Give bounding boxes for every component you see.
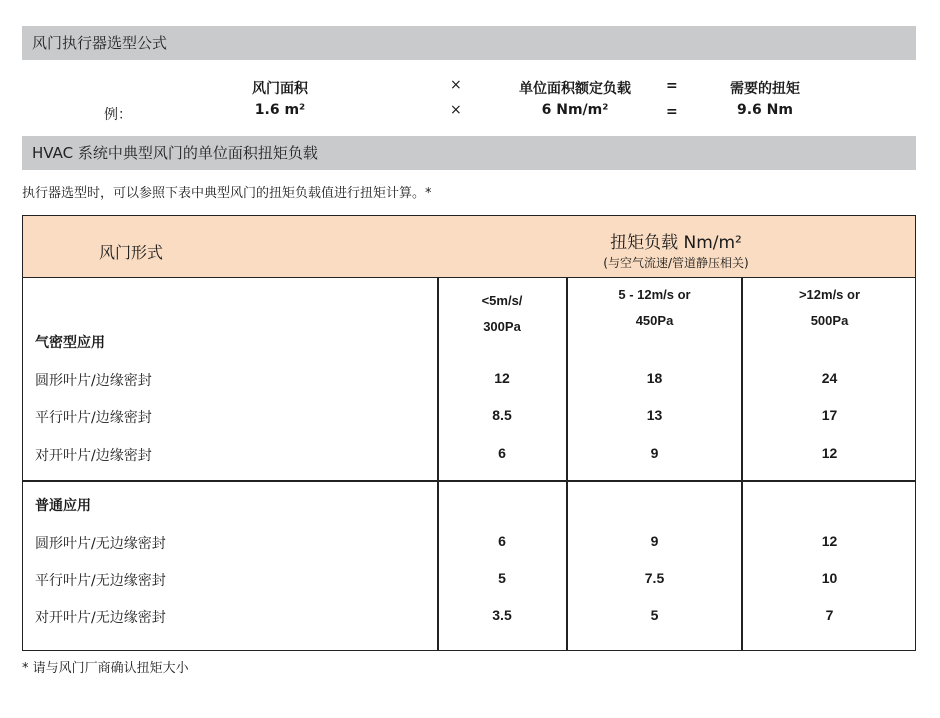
column-header-mid [567,282,742,334]
value-cell: 24 [821,370,838,386]
value-cell: 12 [494,370,510,386]
value-cell: 6 [498,445,506,461]
column-header-low-line1: <5m/s/ [481,293,523,308]
intro-text: 执行器选型时，可以参照下表中典型风门的扭矩负载值进行扭矩计算。* [22,186,432,201]
value-cell: 10 [821,570,838,586]
group-name-airtight: 气密型应用 [35,335,105,351]
example-equals-sign: = [666,104,678,120]
torque-table [22,215,916,651]
torque-section-header: HVAC 系统中典型风门的单位面积扭矩负载 [22,136,916,170]
column-header-high-line2: 500Pa [810,313,849,328]
value-cell: 5 [650,607,659,623]
value-cell: 9 [650,445,659,461]
value-cell: 9 [650,533,659,549]
example-unit-load: 6 Nm/m² [541,102,609,118]
value-cell: 17 [821,407,838,423]
value-cell: 8.5 [492,407,512,423]
column-header-low-line2: 300Pa [483,319,521,334]
row-label: 平行叶片/无边缘密封 [35,573,166,589]
formula-times-sign: × [450,77,462,93]
formula-section-header: 风门执行器选型公式 [22,26,916,60]
row-label: 圆形叶片/边缘密封 [35,373,152,389]
example-torque: 9.6 Nm [737,102,793,118]
example-label: 例： [104,107,132,123]
column-header-low [437,288,567,340]
example-times-sign: × [450,102,462,118]
row-label: 平行叶片/边缘密封 [35,410,152,426]
formula-area-label: 风门面积 [252,81,308,97]
footnote: * 请与风门厂商确认扭矩大小 [22,661,189,676]
row-label: 对开叶片/边缘密封 [35,448,152,464]
column-header-high [742,282,917,334]
torque-load-header: 扭矩负载 Nm/m² [610,233,742,253]
group-divider [23,480,915,482]
row-label: 圆形叶片/无边缘密封 [35,536,166,552]
value-cell: 13 [646,407,663,423]
value-cell: 12 [821,533,838,549]
formula-equals-sign: = [666,78,678,94]
value-cell: 7.5 [644,570,665,586]
table-header [23,216,915,278]
value-cell: 3.5 [492,607,512,623]
value-cell: 5 [498,570,506,586]
group-name-general: 普通应用 [35,498,91,514]
row-label: 对开叶片/无边缘密封 [35,610,166,626]
value-cell: 12 [821,445,838,461]
value-cell: 6 [498,533,506,549]
column-header-mid-line1: 5 - 12m/s or [618,287,691,302]
column-header-high-line1: >12m/s or [798,287,861,302]
formula-torque-label: 需要的扭矩 [730,81,800,97]
damper-type-header: 风门形式 [99,243,164,262]
torque-load-subheader: (与空气流速/管道静压相关) [603,256,749,270]
example-area: 1.6 m² [254,102,306,118]
formula-unit-load-label: 单位面积额定负载 [519,81,631,97]
column-header-mid-line2: 450Pa [635,313,674,328]
value-cell: 7 [825,607,834,623]
value-cell: 18 [646,370,663,386]
